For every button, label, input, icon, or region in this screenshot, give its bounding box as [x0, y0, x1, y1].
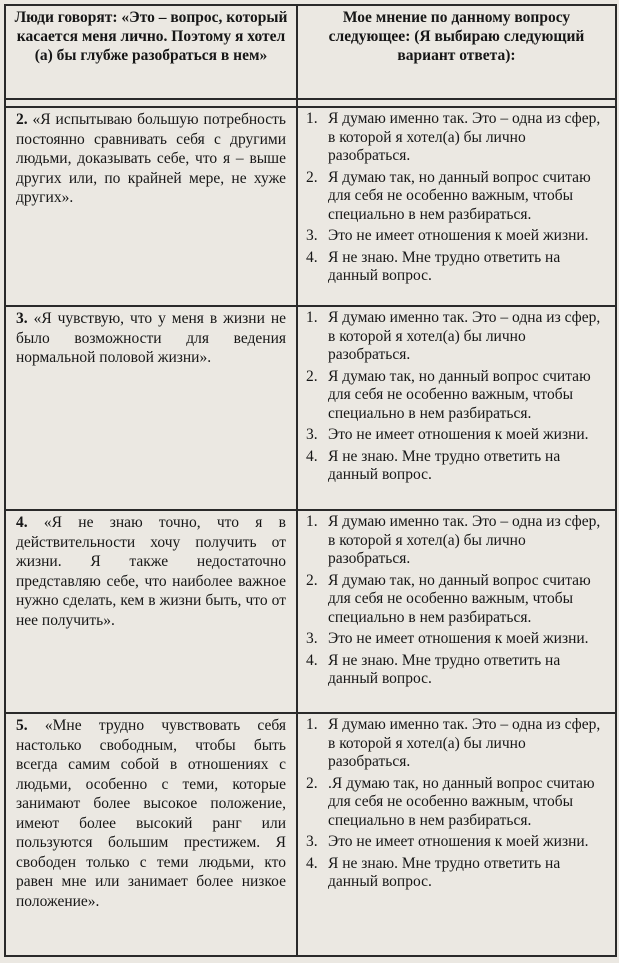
list-item — [306, 169, 609, 225]
list-item — [306, 368, 609, 424]
statement-text: «Я испытываю большую потребность постоянно сравнивать себя с другими людьми, доказывать себе, что я – выше других или, по крайней мере, не хуже других». — [16, 111, 286, 206]
list-item — [306, 227, 609, 246]
options-cell — [297, 306, 616, 510]
option-number: 2. — [306, 774, 318, 792]
statement-cell — [5, 713, 297, 956]
option-text: Я думаю так, но данный вопрос считаю для себя не особенно важным, чтобы специально в нем разбираться. — [328, 367, 591, 422]
list-item — [306, 652, 609, 689]
option-number: 4. — [306, 651, 318, 669]
option-text: Я не знаю. Мне трудно ответить на данный вопрос. — [328, 248, 561, 284]
list-item — [306, 855, 609, 892]
options-list — [306, 716, 609, 892]
option-text: Я думаю именно так. Это – одна из сфер, в которой я хотел(а) бы лично разобраться. — [328, 110, 601, 164]
header-people-say: Люди говорят: «Это – вопрос, который касается меня лично. Поэтому я хотел (а) бы глубже разобраться в нем» — [5, 5, 297, 99]
statement-number: 3. — [16, 310, 28, 327]
option-text: .Я думаю так, но данный вопрос считаю для себя не особенно важным, чтобы специально в нем разбираться. — [328, 774, 595, 829]
spacer-cell — [297, 99, 616, 107]
option-text: Я думаю именно так. Это – одна из сфер, в которой я хотел(а) бы лично разобраться. — [328, 309, 601, 363]
statement-text: «Я не знаю точно, что я в действительности хочу получить от жизни. Я также недостаточно представляю себе, что наиболее важное нужно сделать, кем в жизни быть, что от нее получить». — [16, 514, 286, 629]
option-number: 4. — [306, 248, 318, 266]
statement-text: «Я чувствую, что у меня в жизни не было возможности для ведения нормальной половой жизни». — [16, 310, 287, 366]
table-row — [5, 510, 616, 713]
option-number: 4. — [306, 447, 318, 465]
list-item — [306, 426, 609, 445]
statement-number: 2. — [16, 111, 28, 128]
option-text: Я думаю так, но данный вопрос считаю для себя не особенно важным, чтобы специально в нем разбираться. — [328, 571, 591, 626]
option-text: Я думаю именно так. Это – одна из сфер, в которой я хотел(а) бы лично разобраться. — [328, 513, 601, 567]
table-row — [5, 107, 616, 306]
list-item — [306, 716, 609, 772]
option-text: Я думаю именно так. Это – одна из сфер, в которой я хотел(а) бы лично разобраться. — [328, 716, 601, 770]
statement-number: 4. — [16, 514, 28, 531]
option-text: Это не имеет отношения к моей жизни. — [328, 833, 589, 850]
questionnaire-table — [4, 4, 617, 957]
list-item — [306, 448, 609, 485]
option-number: 1. — [306, 513, 318, 530]
option-text: Это не имеет отношения к моей жизни. — [328, 630, 589, 647]
spacer-cell — [5, 99, 297, 107]
option-text: Я не знаю. Мне трудно ответить на данный вопрос. — [328, 651, 561, 687]
options-list — [306, 309, 609, 485]
option-text: Это не имеет отношения к моей жизни. — [328, 227, 589, 244]
option-number: 1. — [306, 716, 318, 733]
options-cell — [297, 510, 616, 713]
header-row — [5, 5, 616, 99]
option-number: 3. — [306, 426, 318, 443]
options-cell — [297, 107, 616, 306]
option-number: 4. — [306, 854, 318, 872]
option-text: Это не имеет отношения к моей жизни. — [328, 426, 589, 443]
option-text: Я не знаю. Мне трудно ответить на данный вопрос. — [328, 854, 561, 890]
statement-number: 5. — [16, 717, 28, 734]
statement-cell — [5, 510, 297, 713]
list-item — [306, 572, 609, 628]
statement-text: «Мне трудно чувствовать себя настолько свободным, чтобы быть всегда самим собой в отношениях с людьми, особенно с теми, которые занимают более высокое положение, имеют более высокий ранг или пользуются большим престижем. Я свободен только с теми людьми, кто равен мне или занимает более низкое положение». — [16, 717, 286, 910]
statement-cell — [5, 306, 297, 510]
options-cell — [297, 713, 616, 956]
option-number: 1. — [306, 110, 318, 127]
option-text: Я не знаю. Мне трудно ответить на данный вопрос. — [328, 447, 561, 483]
statement-cell — [5, 107, 297, 306]
option-number: 1. — [306, 309, 318, 326]
list-item — [306, 110, 609, 166]
option-number: 2. — [306, 168, 318, 186]
options-list — [306, 110, 609, 286]
list-item — [306, 775, 609, 831]
options-list — [306, 513, 609, 689]
option-number: 3. — [306, 833, 318, 850]
table-row — [5, 713, 616, 956]
option-number: 3. — [306, 227, 318, 244]
list-item — [306, 309, 609, 365]
header-my-opinion: Мое мнение по данному вопросу следующее: (Я выбираю следующий вариант ответа): — [297, 5, 616, 99]
option-text: Я думаю так, но данный вопрос считаю для себя не особенно важным, чтобы специально в нем разбираться. — [328, 168, 591, 223]
option-number: 2. — [306, 367, 318, 385]
table-row — [5, 306, 616, 510]
option-number: 2. — [306, 571, 318, 589]
list-item — [306, 249, 609, 286]
list-item — [306, 513, 609, 569]
option-number: 3. — [306, 630, 318, 647]
list-item — [306, 833, 609, 852]
spacer-row — [5, 99, 616, 107]
list-item — [306, 630, 609, 649]
